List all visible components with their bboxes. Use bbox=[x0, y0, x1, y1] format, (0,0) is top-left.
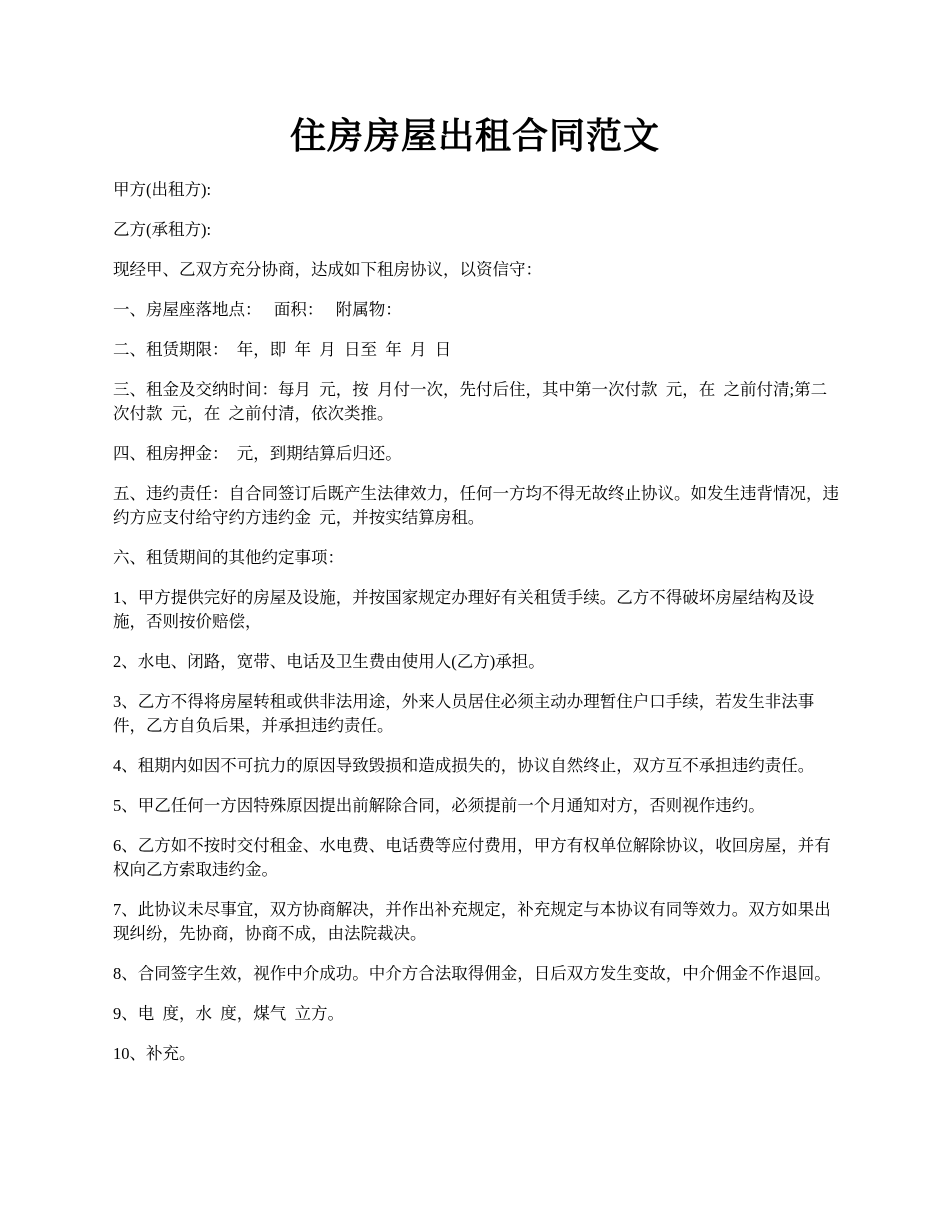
item-4: 4、租期内如因不可抗力的原因导致毁损和造成损失的，协议自然终止，双方互不承担违约责任。 bbox=[113, 756, 815, 775]
clause-term: 二、租赁期限： 年，即 年 月 日至 年 月 日 bbox=[113, 340, 452, 359]
party-a-line: 甲方(出租方): bbox=[113, 180, 212, 199]
document-title: 住房房屋出租合同范文 bbox=[289, 116, 660, 156]
item-2: 2、水电、闭路，宽带、电话及卫生费由使用人(乙方)承担。 bbox=[113, 652, 545, 671]
clause-breach: 五、违约责任：自合同签订后既产生法律效力，任何一方均不得无故终止协议。如发生违背情况，违约方应支付给守约方违约金 元，并按实结算房租。 bbox=[113, 484, 839, 527]
item-8: 8、合同签字生效，视作中介成功。中介方合法取得佣金，日后双方发生变故，中介佣金不作退回。 bbox=[113, 964, 831, 983]
party-b-line: 乙方(承租方): bbox=[113, 220, 212, 239]
preamble-paragraph: 现经甲、乙双方充分协商，达成如下租房协议，以资信守： bbox=[113, 260, 542, 279]
clause-other-heading: 六、租赁期间的其他约定事项： bbox=[113, 548, 344, 567]
item-1: 1、甲方提供完好的房屋及设施，并按国家规定办理好有关租赁手续。乙方不得破坏房屋结构及设施，否则按价赔偿， bbox=[113, 588, 815, 631]
item-5: 5、甲乙任何一方因特殊原因提出前解除合同，必须提前一个月通知对方，否则视作违约。 bbox=[113, 796, 765, 815]
document-body bbox=[113, 178, 843, 1082]
clause-location: 一、房屋座落地点： 面积： 附属物： bbox=[113, 300, 402, 319]
item-9: 9、电 度，水 度，煤气 立方。 bbox=[113, 1004, 344, 1023]
item-6: 6、乙方如不按时交付租金、水电费、电话费等应付费用，甲方有权单位解除协议，收回房屋，并有权向乙方索取违约金。 bbox=[113, 836, 831, 879]
clause-rent: 三、租金及交纳时间：每月 元，按 月付一次，先付后住，其中第一次付款 元，在 之前付清;第二次付款 元，在 之前付清，依次类推。 bbox=[113, 380, 828, 423]
item-7: 7、此协议未尽事宜，双方协商解决，并作出补充规定，补充规定与本协议有同等效力。双方如果出现纠纷，先协商，协商不成，由法院裁决。 bbox=[113, 900, 831, 943]
item-10: 10、补充。 bbox=[113, 1044, 196, 1063]
item-3: 3、乙方不得将房屋转租或供非法用途，外来人员居住必须主动办理暂住户口手续，若发生非法事件，乙方自负后果，并承担违约责任。 bbox=[113, 692, 815, 735]
clause-deposit: 四、租房押金： 元，到期结算后归还。 bbox=[113, 444, 402, 463]
